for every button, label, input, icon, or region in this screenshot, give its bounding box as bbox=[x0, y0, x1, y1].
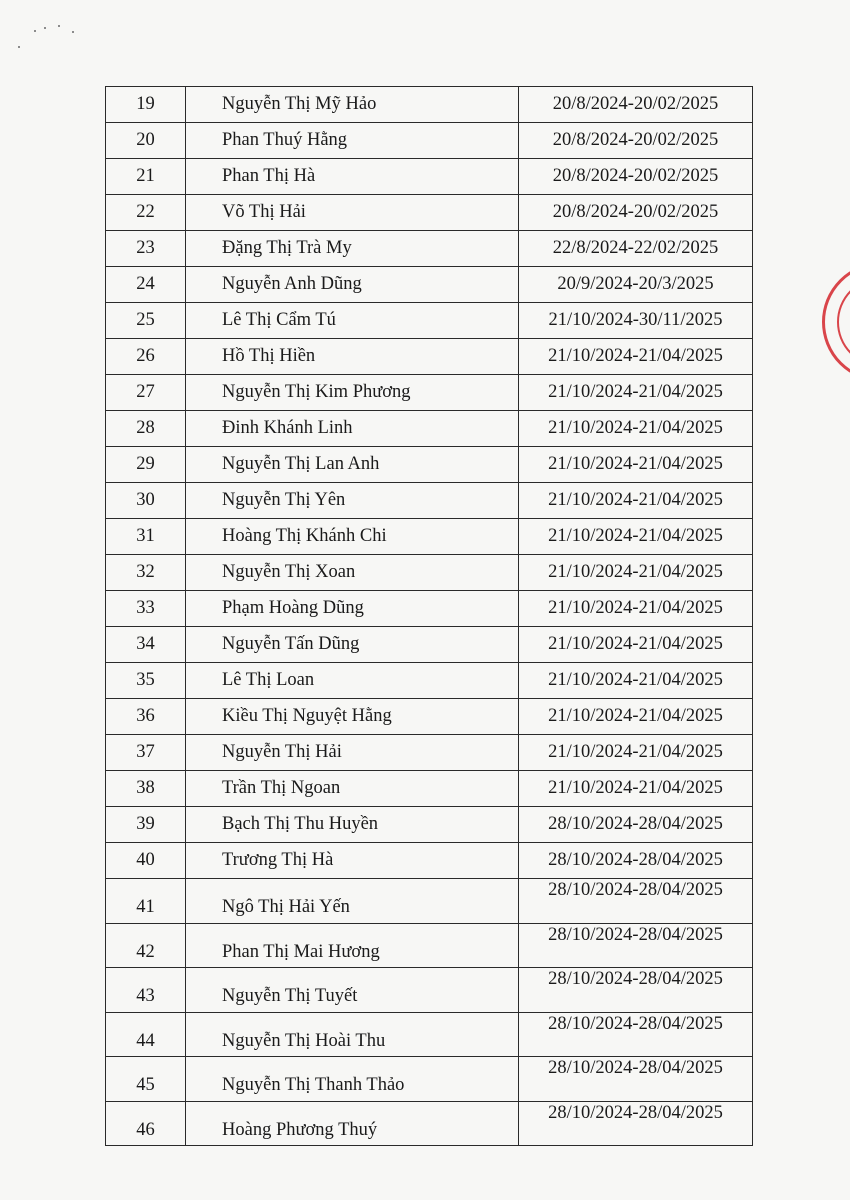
employee-name: Nguyễn Thị Xoan bbox=[186, 555, 519, 591]
employee-name: Nguyễn Tấn Dũng bbox=[186, 627, 519, 663]
contract-period: 21/10/2024-21/04/2025 bbox=[519, 735, 753, 771]
contract-period: 21/10/2024-21/04/2025 bbox=[519, 447, 753, 483]
table-row bbox=[106, 519, 753, 555]
row-number: 43 bbox=[106, 968, 186, 1013]
contract-period: 21/10/2024-30/11/2025 bbox=[519, 303, 753, 339]
row-number: 44 bbox=[106, 1012, 186, 1057]
table-row bbox=[106, 663, 753, 699]
table-row bbox=[106, 1012, 753, 1057]
table-row bbox=[106, 968, 753, 1013]
table-row bbox=[106, 447, 753, 483]
contract-period: 20/8/2024-20/02/2025 bbox=[519, 87, 753, 123]
employee-name: Hoàng Phương Thuý bbox=[186, 1101, 519, 1146]
table-row bbox=[106, 123, 753, 159]
row-number: 30 bbox=[106, 483, 186, 519]
employee-name: Hoàng Thị Khánh Chi bbox=[186, 519, 519, 555]
contract-period: 21/10/2024-21/04/2025 bbox=[519, 699, 753, 735]
row-number: 41 bbox=[106, 879, 186, 924]
red-seal-inner-ring bbox=[837, 277, 850, 367]
employee-name: Nguyễn Thị Hoài Thu bbox=[186, 1012, 519, 1057]
table-row bbox=[106, 1057, 753, 1102]
table-row bbox=[106, 627, 753, 663]
table-row bbox=[106, 483, 753, 519]
contract-period: 28/10/2024-28/04/2025 bbox=[519, 1101, 753, 1146]
employee-name: Trần Thị Ngoan bbox=[186, 771, 519, 807]
row-number: 32 bbox=[106, 555, 186, 591]
employee-name: Nguyễn Anh Dũng bbox=[186, 267, 519, 303]
employee-name: Phan Thị Hà bbox=[186, 159, 519, 195]
row-number: 34 bbox=[106, 627, 186, 663]
employee-name: Nguyễn Thị Yên bbox=[186, 483, 519, 519]
employee-name: Bạch Thị Thu Huyền bbox=[186, 807, 519, 843]
contract-period: 21/10/2024-21/04/2025 bbox=[519, 555, 753, 591]
table-row bbox=[106, 591, 753, 627]
contract-period: 21/10/2024-21/04/2025 bbox=[519, 375, 753, 411]
row-number: 40 bbox=[106, 843, 186, 879]
contract-period: 28/10/2024-28/04/2025 bbox=[519, 843, 753, 879]
table-row bbox=[106, 843, 753, 879]
table-row bbox=[106, 807, 753, 843]
scan-speck bbox=[58, 25, 60, 27]
employee-name: Hồ Thị Hiền bbox=[186, 339, 519, 375]
table-row bbox=[106, 339, 753, 375]
employee-name: Ngô Thị Hải Yến bbox=[186, 879, 519, 924]
row-number: 25 bbox=[106, 303, 186, 339]
employee-name: Lê Thị Cẩm Tú bbox=[186, 303, 519, 339]
employee-name: Võ Thị Hải bbox=[186, 195, 519, 231]
employee-name: Phan Thị Mai Hương bbox=[186, 923, 519, 968]
table-row bbox=[106, 87, 753, 123]
contract-period: 20/8/2024-20/02/2025 bbox=[519, 195, 753, 231]
contract-period: 28/10/2024-28/04/2025 bbox=[519, 1012, 753, 1057]
row-number: 33 bbox=[106, 591, 186, 627]
table-row bbox=[106, 771, 753, 807]
row-number: 46 bbox=[106, 1101, 186, 1146]
contract-period: 28/10/2024-28/04/2025 bbox=[519, 879, 753, 924]
row-number: 24 bbox=[106, 267, 186, 303]
employee-name: Đinh Khánh Linh bbox=[186, 411, 519, 447]
contract-period: 21/10/2024-21/04/2025 bbox=[519, 627, 753, 663]
row-number: 38 bbox=[106, 771, 186, 807]
contract-period: 20/9/2024-20/3/2025 bbox=[519, 267, 753, 303]
row-number: 36 bbox=[106, 699, 186, 735]
contract-period: 28/10/2024-28/04/2025 bbox=[519, 807, 753, 843]
employee-name: Trương Thị Hà bbox=[186, 843, 519, 879]
contract-period: 20/8/2024-20/02/2025 bbox=[519, 123, 753, 159]
employee-name: Kiều Thị Nguyệt Hằng bbox=[186, 699, 519, 735]
employee-name: Nguyễn Thị Mỹ Hảo bbox=[186, 87, 519, 123]
employee-table bbox=[105, 86, 753, 1146]
contract-period: 21/10/2024-21/04/2025 bbox=[519, 663, 753, 699]
employee-table-body bbox=[106, 87, 753, 1146]
row-number: 28 bbox=[106, 411, 186, 447]
table-row bbox=[106, 555, 753, 591]
contract-period: 28/10/2024-28/04/2025 bbox=[519, 923, 753, 968]
contract-period: 21/10/2024-21/04/2025 bbox=[519, 591, 753, 627]
contract-period: 21/10/2024-21/04/2025 bbox=[519, 519, 753, 555]
row-number: 39 bbox=[106, 807, 186, 843]
contract-period: 28/10/2024-28/04/2025 bbox=[519, 968, 753, 1013]
table-row bbox=[106, 303, 753, 339]
table-row bbox=[106, 699, 753, 735]
row-number: 26 bbox=[106, 339, 186, 375]
table-row bbox=[106, 1101, 753, 1146]
row-number: 20 bbox=[106, 123, 186, 159]
table-row bbox=[106, 159, 753, 195]
employee-name: Nguyễn Thị Hải bbox=[186, 735, 519, 771]
employee-name: Phạm Hoàng Dũng bbox=[186, 591, 519, 627]
red-seal-stamp bbox=[822, 262, 850, 382]
table-row bbox=[106, 923, 753, 968]
row-number: 37 bbox=[106, 735, 186, 771]
employee-name: Lê Thị Loan bbox=[186, 663, 519, 699]
contract-period: 21/10/2024-21/04/2025 bbox=[519, 411, 753, 447]
table-row bbox=[106, 267, 753, 303]
row-number: 19 bbox=[106, 87, 186, 123]
row-number: 31 bbox=[106, 519, 186, 555]
scan-speck bbox=[44, 27, 46, 29]
employee-name: Đặng Thị Trà My bbox=[186, 231, 519, 267]
employee-name: Nguyễn Thị Kim Phương bbox=[186, 375, 519, 411]
row-number: 22 bbox=[106, 195, 186, 231]
contract-period: 28/10/2024-28/04/2025 bbox=[519, 1057, 753, 1102]
row-number: 35 bbox=[106, 663, 186, 699]
employee-name: Nguyễn Thị Tuyết bbox=[186, 968, 519, 1013]
scan-speck bbox=[72, 31, 74, 33]
table-row bbox=[106, 375, 753, 411]
contract-period: 21/10/2024-21/04/2025 bbox=[519, 771, 753, 807]
row-number: 42 bbox=[106, 923, 186, 968]
employee-name: Nguyễn Thị Thanh Thảo bbox=[186, 1057, 519, 1102]
table-row bbox=[106, 879, 753, 924]
row-number: 27 bbox=[106, 375, 186, 411]
contract-period: 22/8/2024-22/02/2025 bbox=[519, 231, 753, 267]
scan-speck bbox=[34, 30, 36, 32]
employee-name: Nguyễn Thị Lan Anh bbox=[186, 447, 519, 483]
contract-period: 21/10/2024-21/04/2025 bbox=[519, 339, 753, 375]
contract-period: 21/10/2024-21/04/2025 bbox=[519, 483, 753, 519]
table-row bbox=[106, 231, 753, 267]
row-number: 29 bbox=[106, 447, 186, 483]
employee-name: Phan Thuý Hằng bbox=[186, 123, 519, 159]
table-row bbox=[106, 195, 753, 231]
table-row bbox=[106, 411, 753, 447]
scan-speck bbox=[18, 46, 20, 48]
table-row bbox=[106, 735, 753, 771]
contract-period: 20/8/2024-20/02/2025 bbox=[519, 159, 753, 195]
row-number: 21 bbox=[106, 159, 186, 195]
row-number: 45 bbox=[106, 1057, 186, 1102]
row-number: 23 bbox=[106, 231, 186, 267]
